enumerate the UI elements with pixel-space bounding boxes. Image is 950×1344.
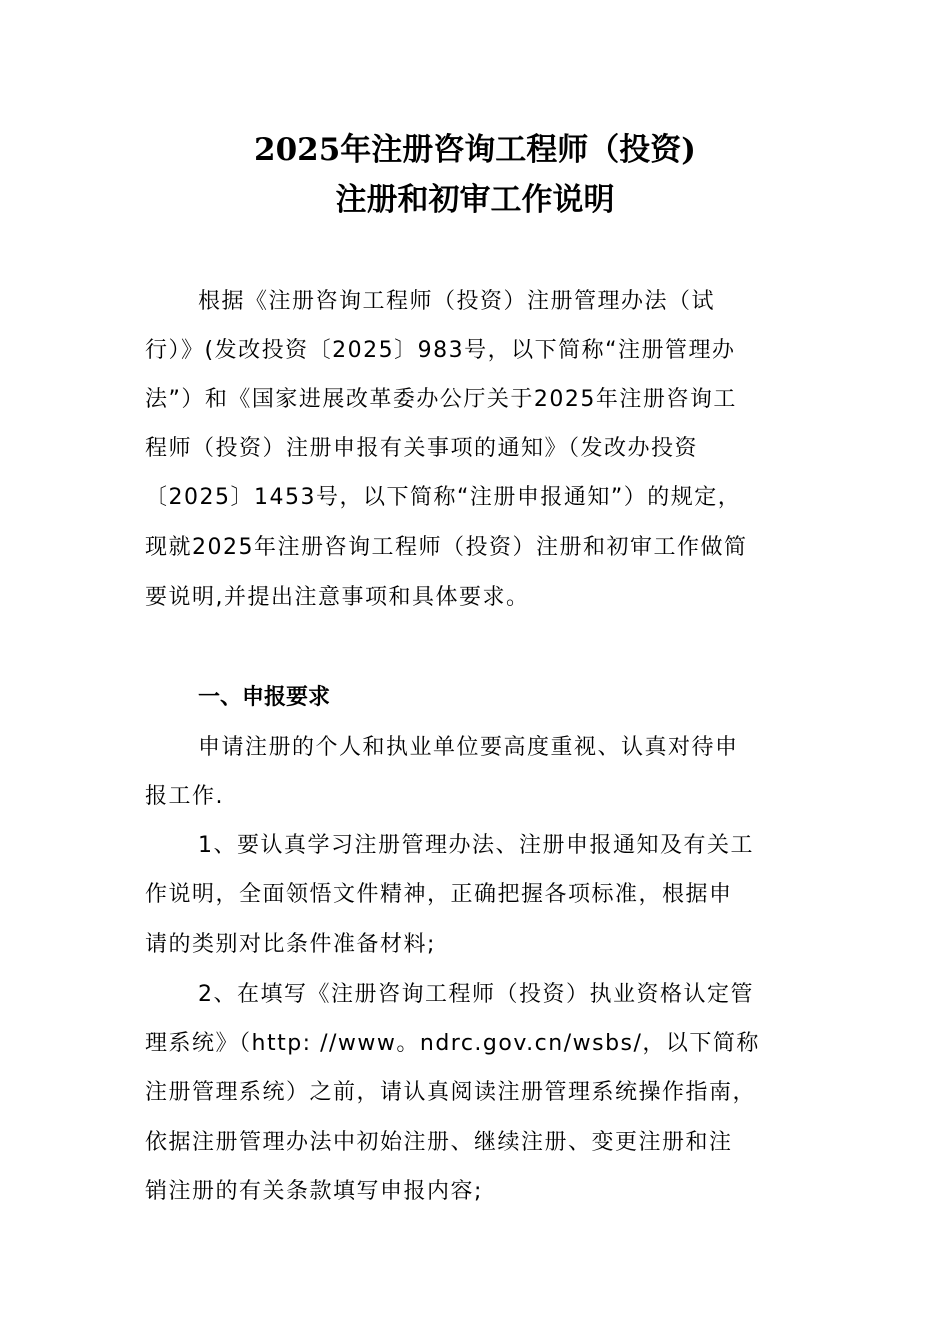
section-paragraph-line: 1、要认真学习注册管理办法、注册申报通知及有关工: [198, 833, 754, 858]
intro-paragraph-line: 程师（投资）注册申报有关事项的通知》（发改办投资: [145, 436, 699, 461]
section-paragraph-line: 申请注册的个人和执业单位要高度重视、认真对待申: [198, 735, 739, 760]
section-paragraph-line: 依据注册管理办法中初始注册、继续注册、变更注册和注: [145, 1130, 733, 1155]
document-title-line-1: 2025年注册咨询工程师（投资): [254, 132, 696, 168]
intro-paragraph-line: 〔2025〕1453号，以下简称“注册申报通知”）的规定，: [145, 485, 742, 510]
section-paragraph-line: 理系统》（http: //www。ndrc.gov.cn/wsbs/，以下简称: [145, 1031, 760, 1056]
intro-paragraph-line: 要说明,并提出注意事项和具体要求。: [145, 585, 530, 610]
section-paragraph-line: 2、在填写《注册咨询工程师（投资）执业资格认定管: [198, 982, 754, 1007]
intro-paragraph-line: 现就2025年注册咨询工程师（投资）注册和初审工作做简: [145, 535, 748, 560]
section-paragraph-line: 请的类别对比条件准备材料;: [145, 932, 436, 957]
section-paragraph-line: 作说明，全面领悟文件精神，正确把握各项标准，根据申: [145, 882, 733, 907]
section-heading: 一、申报要求: [198, 685, 331, 710]
section-paragraph-line: 注册管理系统）之前，请认真阅读注册管理系统操作指南，: [145, 1080, 757, 1105]
section-paragraph-line: 销注册的有关条款填写申报内容;: [145, 1179, 483, 1204]
document-title-line-2: 注册和初审工作说明: [335, 182, 615, 218]
intro-paragraph-line: 法”）和《国家进展改革委办公厅关于2025年注册咨询工: [145, 387, 737, 412]
section-paragraph-line: 报工作.: [145, 784, 224, 809]
intro-paragraph-line: 行）》(发改投资〔2025〕983号，以下简称“注册管理办: [145, 338, 736, 363]
intro-paragraph-line: 根据《注册咨询工程师（投资）注册管理办法（试: [198, 289, 716, 314]
